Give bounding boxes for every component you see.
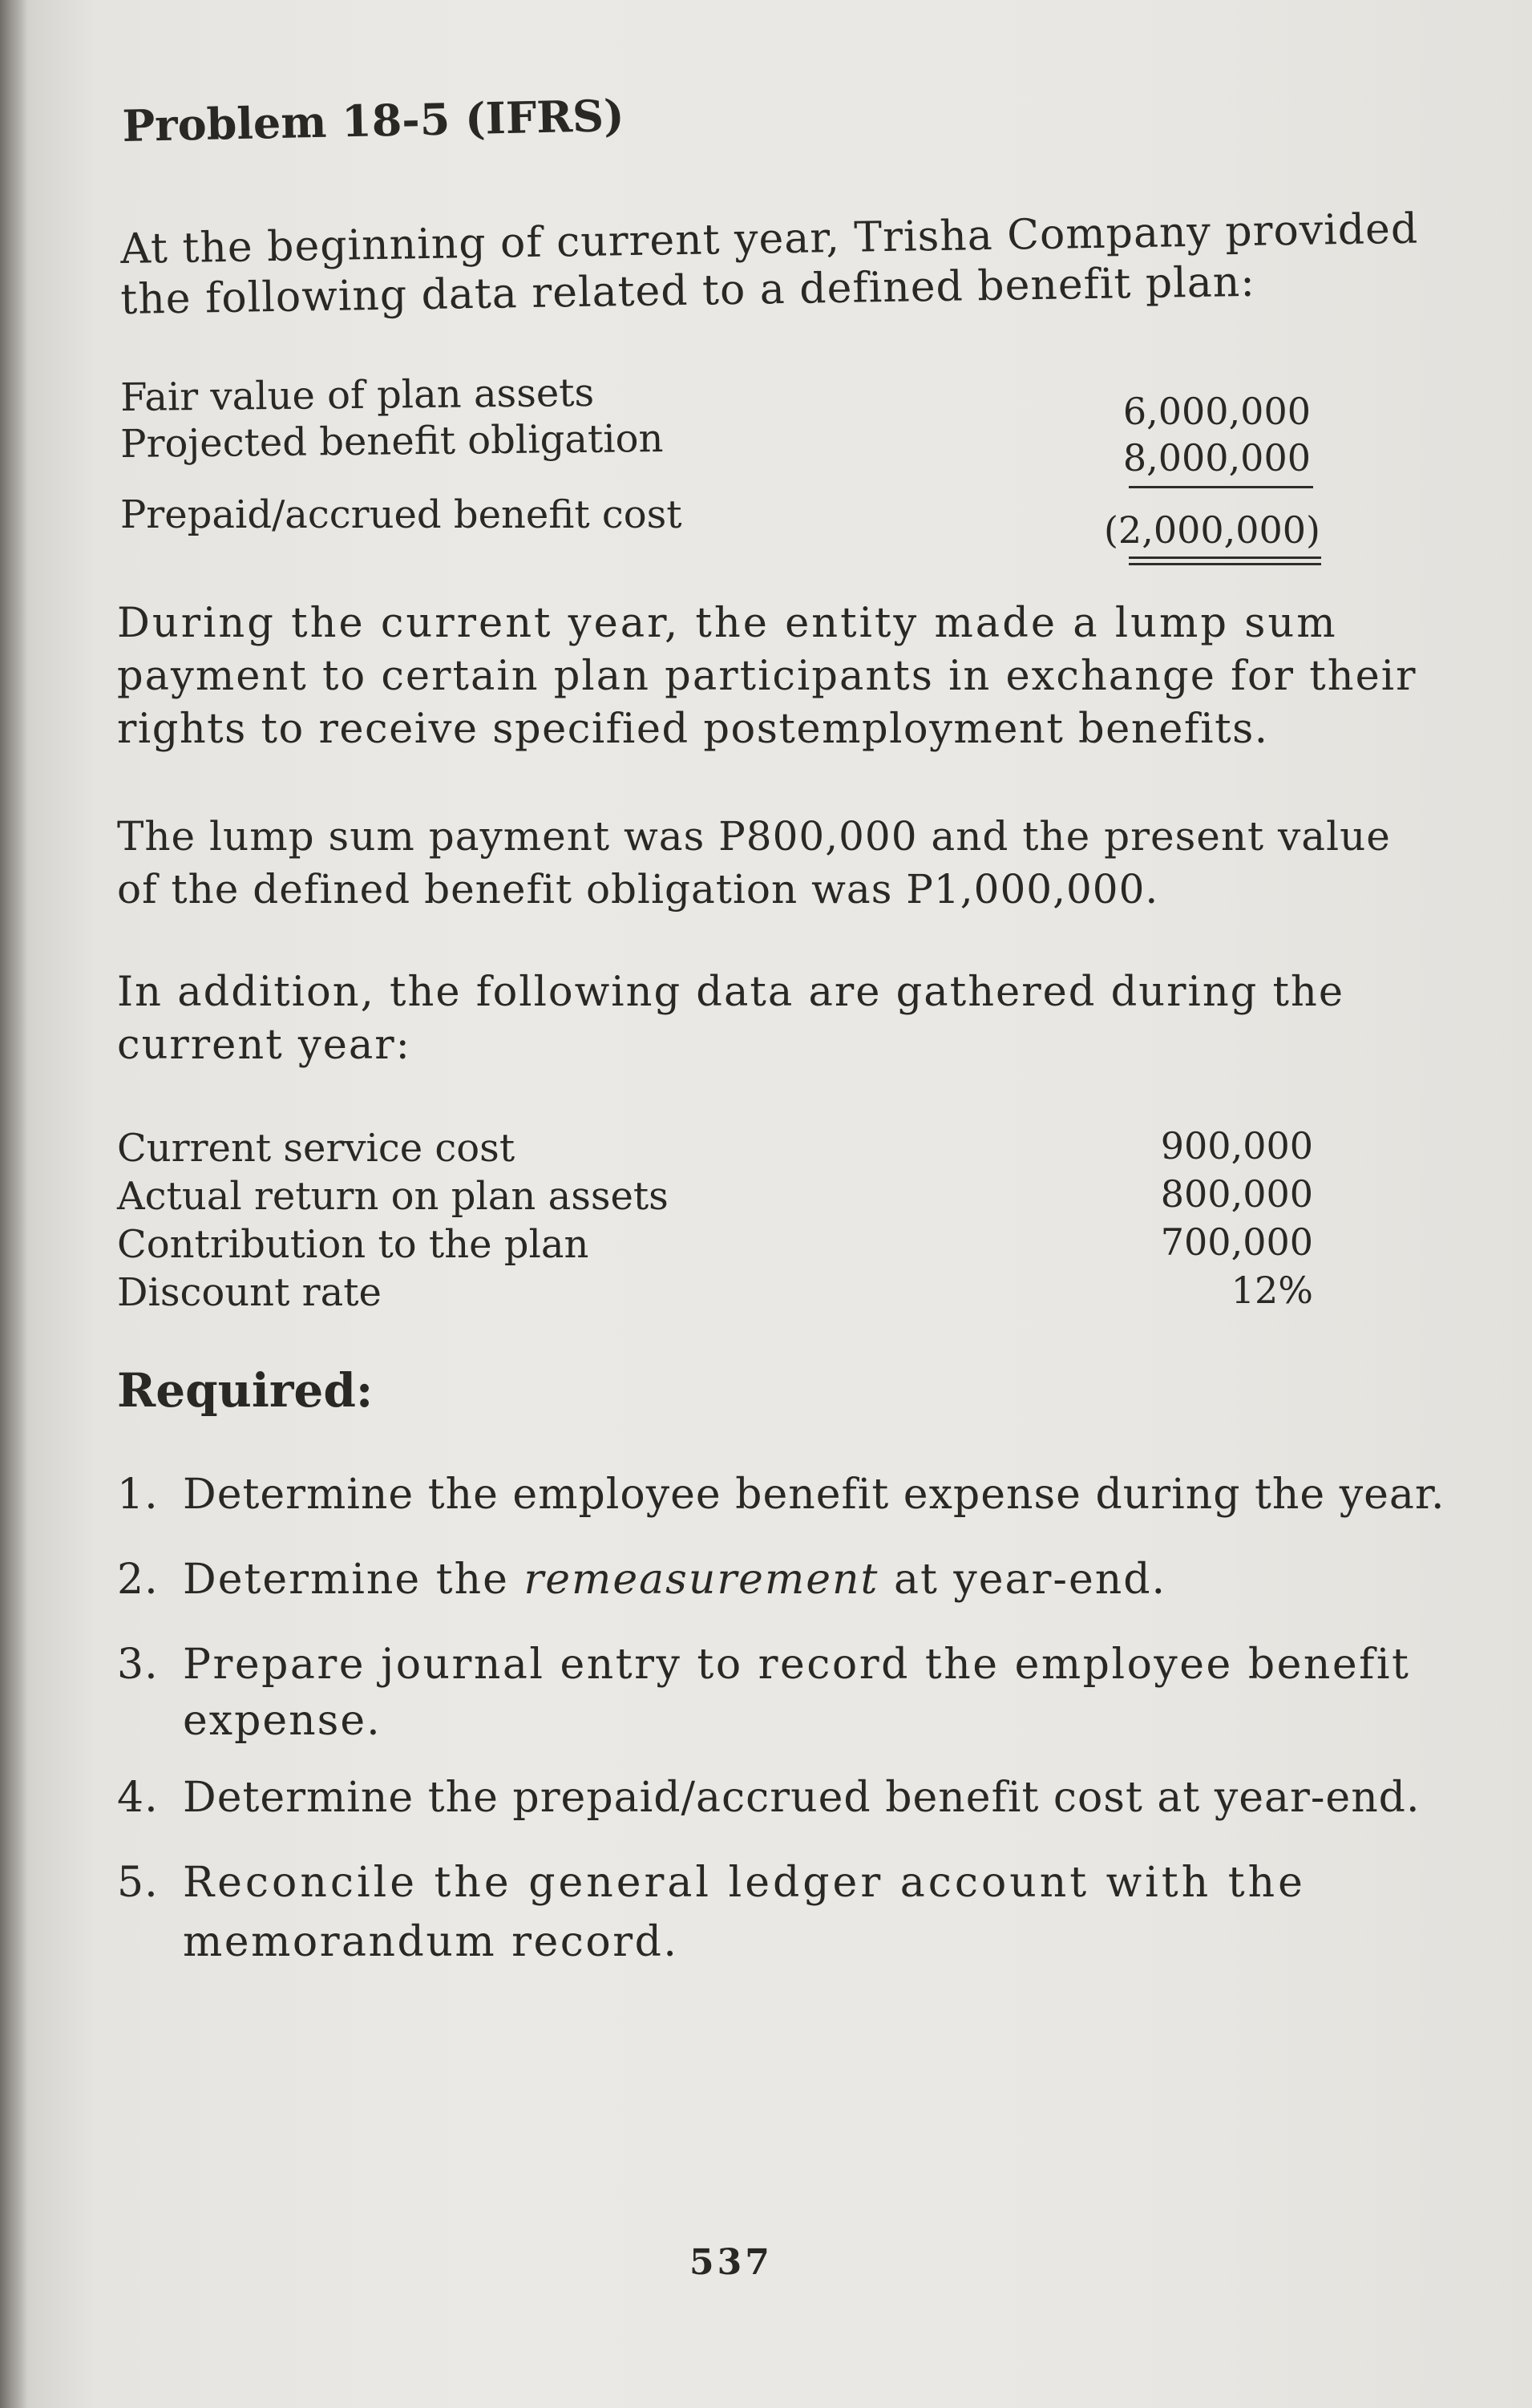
required-item-2-post: at year-end. [879, 1556, 1167, 1604]
table2-label-actual-return: Actual return on plan assets [117, 1174, 669, 1219]
table1-value-prepaid: (2,000,000) [1103, 508, 1320, 552]
para4-line-1: In addition, the following data are gathered during the [117, 969, 1345, 1016]
table2-value-contribution: 700,000 [1160, 1220, 1313, 1264]
required-item-3-line-2: expense. [183, 1697, 382, 1745]
required-item-2-text [183, 1556, 1167, 1604]
problem-title: Problem 18-5 (IFRS) [121, 89, 625, 152]
para2-line-2: payment to certain plan participants in exchange for their [117, 653, 1417, 700]
table2-label-contribution: Contribution to the plan [117, 1222, 589, 1267]
required-item-5-line-1: Reconcile the general ledger account with the [183, 1859, 1306, 1907]
table1-value-fair-value: 6,000,000 [1122, 390, 1311, 433]
required-item-3-line-1: Prepare journal entry to record the employee benefit [183, 1641, 1411, 1689]
intro-line-1: At the beginning of current year, Trisha Company provided [119, 204, 1419, 273]
table2-value-service-cost: 900,000 [1160, 1124, 1313, 1168]
remeasurement-term: remeasurement [523, 1556, 879, 1604]
table2-value-actual-return: 800,000 [1160, 1172, 1313, 1216]
required-item-2-number: 2. [117, 1556, 159, 1604]
para2-line-1: During the current year, the entity made a lump sum [117, 600, 1338, 647]
para3-line-2: of the defined benefit obligation was P1,000,000. [117, 866, 1159, 913]
para2-line-3: rights to receive specified postemployment benefits. [117, 706, 1269, 753]
table2-value-discount-rate: 12% [1231, 1269, 1313, 1312]
para3-line-1: The lump sum payment was P800,000 and the present value [117, 813, 1391, 860]
required-item-1-number: 1. [117, 1471, 159, 1519]
para4-line-2: current year: [117, 1022, 411, 1069]
required-item-1-text: Determine the employee benefit expense during the year. [183, 1471, 1445, 1519]
total-rule-1 [1129, 556, 1321, 559]
total-rule-2 [1129, 563, 1321, 565]
table1-label-prepaid: Prepaid/accrued benefit cost [120, 492, 682, 537]
intro-line-2: the following data related to a defined benefit plan: [119, 257, 1256, 324]
required-item-4-text: Determine the prepaid/accrued benefit cost at year-end. [183, 1774, 1421, 1822]
table2-label-service-cost: Current service cost [117, 1126, 515, 1171]
binding-shadow [0, 0, 27, 2408]
required-heading: Required: [117, 1363, 374, 1418]
required-item-3-number: 3. [117, 1641, 159, 1689]
required-item-2-pre: Determine the [183, 1556, 524, 1604]
table1-label-fair-value: Fair value of plan assets [119, 370, 595, 420]
required-item-5-number: 5. [117, 1859, 159, 1907]
required-item-5-line-2: memorandum record. [183, 1918, 679, 1966]
table1-label-pbo: Projected benefit obligation [119, 415, 664, 467]
table2-label-discount-rate: Discount rate [117, 1270, 382, 1315]
table1-value-pbo: 8,000,000 [1122, 436, 1311, 480]
page-number: 537 [689, 2242, 773, 2283]
required-item-4-number: 4. [117, 1774, 159, 1822]
subtotal-rule [1129, 486, 1313, 488]
